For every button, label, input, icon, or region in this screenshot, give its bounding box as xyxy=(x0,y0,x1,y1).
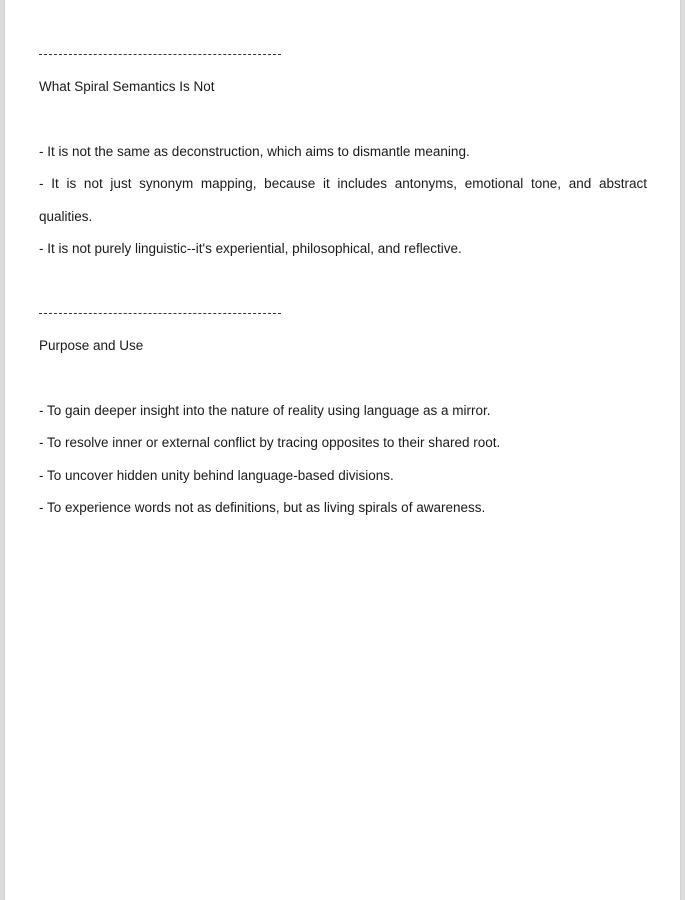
section-heading-not: What Spiral Semantics Is Not xyxy=(39,79,215,94)
section-divider xyxy=(39,54,281,55)
document-page xyxy=(5,0,680,900)
section-heading-purpose: Purpose and Use xyxy=(39,338,144,353)
list-item-continuation: qualities. xyxy=(39,209,93,224)
list-item: - To uncover hidden unity behind language-based divisions. xyxy=(39,468,394,483)
list-item: - To resolve inner or external conflict by tracing opposites to their shared root. xyxy=(39,435,501,450)
list-item: - To gain deeper insight into the nature of reality using language as a mirror. xyxy=(39,403,491,418)
list-item: - It is not purely linguistic--it's experiential, philosophical, and reflective. xyxy=(39,241,462,256)
list-item: - It is not just synonym mapping, because it includes antonyms, emotional tone, and abstract xyxy=(39,176,647,191)
section-divider xyxy=(39,313,281,314)
list-item: - To experience words not as definitions, but as living spirals of awareness. xyxy=(39,500,486,515)
list-item: - It is not the same as deconstruction, which aims to dismantle meaning. xyxy=(39,144,470,159)
